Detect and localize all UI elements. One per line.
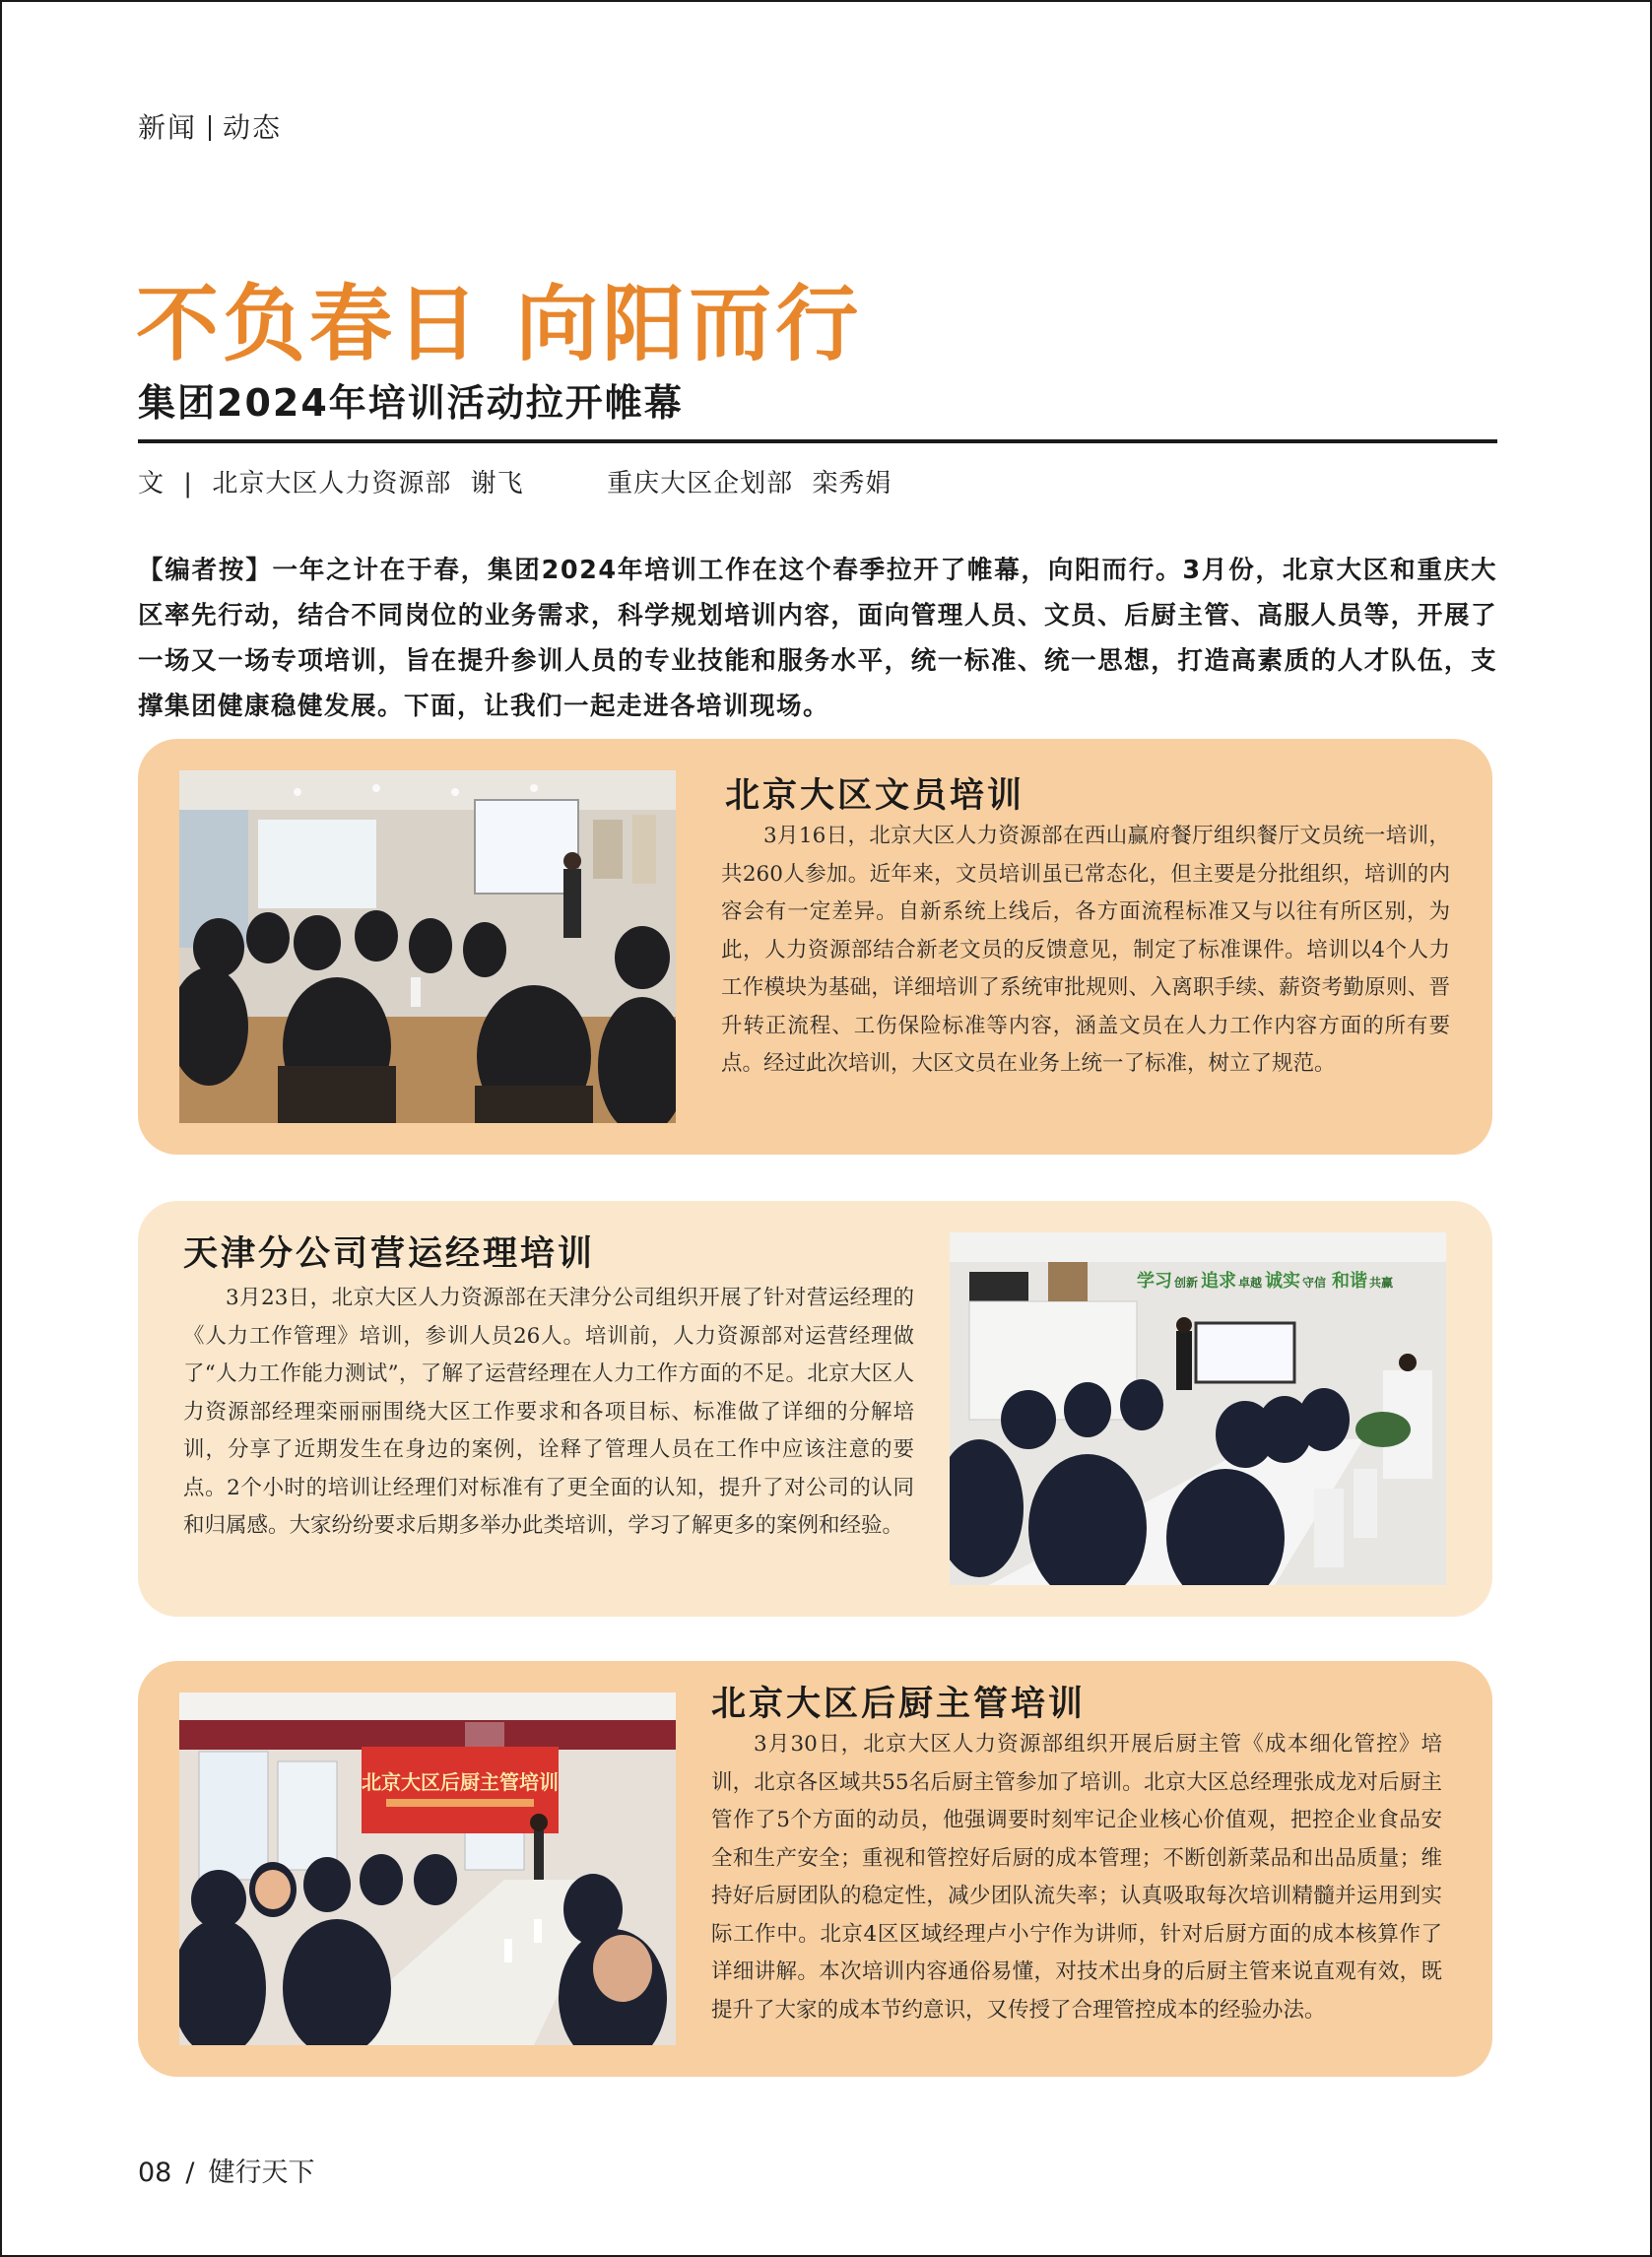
magazine-name: 健行天下 bbox=[208, 2157, 315, 2188]
photo-banner-text: 北京大区后厨主管培训 bbox=[362, 1772, 559, 1794]
section-body-tianjin-training: 3月23日，北京大区人力资源部在天津分公司组织开展了针对营运经理的《人力工作管理》培训，参训人员26人。培训前，人力资源部对运营经理做了“人力工作能力测试”，了解了运营经理在人力工作方面的不足。北京大区人力资源部经理栾丽丽围绕大区工作要求和各项目标、标准做了详细的分解培训，分享了近期发生在身边的案例，诠释了管理人员在工作中应该注意的要点。2个小时的培训让经理们对标准有了更全面的认知，提升了对公司的认同和归属感。大家纷纷要求后期多举办此类培训，学习了解更多的案例和经验。 bbox=[183, 1286, 914, 1538]
byline-prefix: 文 bbox=[138, 469, 165, 498]
page-footer bbox=[138, 2151, 314, 2189]
kitchen-training-photo bbox=[179, 1693, 676, 2045]
section-card-tianjin-training bbox=[138, 1201, 1492, 1617]
section-tag bbox=[138, 106, 282, 146]
section-body-clerk-training: 3月16日，北京大区人力资源部在西山赢府餐厅组织餐厅文员统一培训，共260人参加。近年来，文员培训虽已常态化，但主要是分批组织，培训的内容会有一定差异。自新系统上线后，各方面流程标准又与以往有所区别，为此，人力资源部结合新老文员的反馈意见，制定了标准课件。培训以4个人力工作模块为基础，详细培训了系统审批规则、入离职手续、薪资考勤原则、晋升转正流程、工伤保险标准等内容，涵盖文员在人力工作内容方面的所有要点。经过此次培训，大区文员在业务上统一了标准，树立了规范。 bbox=[721, 824, 1450, 1076]
section-tag-divider bbox=[209, 115, 211, 141]
tianjin-training-photo bbox=[950, 1232, 1446, 1585]
byline-divider: | bbox=[183, 469, 194, 498]
author1-dept: 北京大区人力资源部 bbox=[212, 469, 452, 498]
section-card-clerk-training bbox=[138, 739, 1492, 1155]
page-number: 08 bbox=[138, 2157, 172, 2188]
section-card-kitchen-training bbox=[138, 1661, 1492, 2077]
section-title-kitchen-training: 北京大区后厨主管培训 bbox=[711, 1685, 1087, 1724]
slogan-7: 和谐 bbox=[1332, 1271, 1367, 1291]
slogan-5: 诚实 bbox=[1265, 1271, 1300, 1291]
article-subtitle: 集团2024年培训活动拉开帷幕 bbox=[138, 381, 684, 425]
section-title-tianjin-training: 天津分公司营运经理培训 bbox=[183, 1234, 596, 1274]
byline bbox=[138, 463, 901, 499]
section-title-clerk-training: 北京大区文员培训 bbox=[725, 776, 1025, 816]
slogan-6: 守信 bbox=[1302, 1276, 1327, 1290]
author2-dept: 重庆大区企划部 bbox=[607, 469, 794, 498]
slogan-2: 创新 bbox=[1174, 1276, 1199, 1290]
footer-divider: / bbox=[185, 2157, 195, 2188]
section-body-kitchen-training: 3月30日，北京大区人力资源部组织开展后厨主管《成本细化管控》培训，北京各区域共55名后厨主管参加了培训。北京大区总经理张成龙对后厨主管作了5个方面的动员，他强调要时刻牢记企业核心价值观，把控企业食品安全和生产安全；重视和管控好后厨的成本管理；不断创新菜品和出品质量；维持好后厨团队的稳定性，减少团队流失率；认真吸取每次培训精髓并运用到实际工作中。北京4区区域经理卢小宁作为讲师，针对后厨方面的成本核算作了详细讲解。本次培训内容通俗易懂，对技术出身的后厨主管来说直观有效，既提升了大家的成本节约意识，又传授了合理管控成本的经验办法。 bbox=[711, 1732, 1442, 2023]
slogan-8: 共赢 bbox=[1369, 1276, 1394, 1290]
author2-name: 栾秀娟 bbox=[812, 469, 892, 498]
author1-name: 谢飞 bbox=[470, 469, 524, 498]
title-rule bbox=[138, 439, 1497, 443]
article-title: 不负春日 向阳而行 bbox=[136, 275, 863, 372]
section-tag-updates: 动态 bbox=[223, 111, 283, 144]
section-tag-news: 新闻 bbox=[138, 111, 198, 144]
slogan-1: 学习 bbox=[1137, 1271, 1172, 1291]
slogan-3: 追求 bbox=[1201, 1271, 1236, 1291]
slogan-4: 卓越 bbox=[1238, 1276, 1263, 1290]
clerk-training-photo bbox=[179, 770, 676, 1123]
editor-note: 【编者按】一年之计在于春，集团2024年培训工作在这个春季拉开了帷幕，向阳而行。3月份，北京大区和重庆大区率先行动，结合不同岗位的业务需求，科学规划培训内容，面向管理人员、文员、后厨主管、高服人员等，开展了一场又一场专项培训，旨在提升参训人员的专业技能和服务水平，统一标准、统一思想，打造高素质的人才队伍，支撑集团健康稳健发展。下面，让我们一起走进各培训现场。 bbox=[138, 556, 1497, 721]
